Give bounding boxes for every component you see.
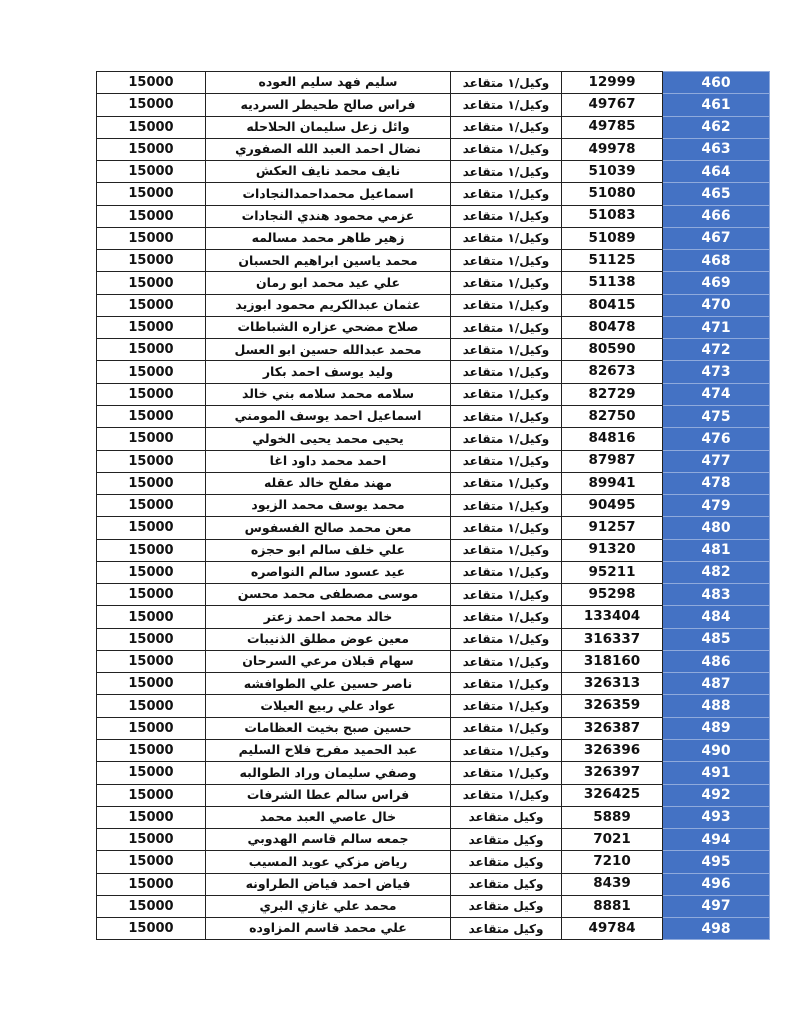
- rank-cell: وكيل/١ متقاعد: [451, 784, 562, 806]
- id-number-cell: 326313: [562, 673, 663, 695]
- rank-cell: وكيل/١ متقاعد: [451, 739, 562, 761]
- amount-cell: 15000: [97, 918, 206, 940]
- serial-number-cell: 491: [663, 762, 770, 784]
- table-row: [97, 784, 770, 806]
- id-number-cell: 326396: [562, 739, 663, 761]
- rank-cell: وكيل/١ متقاعد: [451, 472, 562, 494]
- serial-number-cell: 461: [663, 94, 770, 116]
- serial-number-cell: 496: [663, 873, 770, 895]
- id-number-cell: 326397: [562, 762, 663, 784]
- amount-cell: 15000: [97, 116, 206, 138]
- serial-number-cell: 486: [663, 650, 770, 672]
- table-row: [97, 250, 770, 272]
- id-number-cell: 89941: [562, 472, 663, 494]
- rank-cell: وكيل/١ متقاعد: [451, 606, 562, 628]
- rank-cell: وكيل/١ متقاعد: [451, 383, 562, 405]
- id-number-cell: 95211: [562, 561, 663, 583]
- name-cell: فياض احمد فياض الطراونه: [206, 873, 451, 895]
- rank-cell: وكيل/١ متقاعد: [451, 762, 562, 784]
- serial-number-cell: 485: [663, 628, 770, 650]
- rank-cell: وكيل/١ متقاعد: [451, 205, 562, 227]
- amount-cell: 15000: [97, 895, 206, 917]
- rank-cell: وكيل متقاعد: [451, 851, 562, 873]
- rank-cell: وكيل/١ متقاعد: [451, 272, 562, 294]
- amount-cell: 15000: [97, 584, 206, 606]
- table-row: [97, 383, 770, 405]
- table-row: [97, 272, 770, 294]
- amount-cell: 15000: [97, 183, 206, 205]
- serial-number-cell: 479: [663, 495, 770, 517]
- id-number-cell: 84816: [562, 428, 663, 450]
- table-row: [97, 316, 770, 338]
- name-cell: رياض مزكي عويد المسيب: [206, 851, 451, 873]
- amount-cell: 15000: [97, 784, 206, 806]
- serial-number-cell: 494: [663, 829, 770, 851]
- id-number-cell: 51138: [562, 272, 663, 294]
- name-cell: احمد محمد داود اغا: [206, 450, 451, 472]
- rank-cell: وكيل متقاعد: [451, 829, 562, 851]
- name-cell: فراس سالم عطا الشرفات: [206, 784, 451, 806]
- name-cell: نضال احمد العبد الله الصفوري: [206, 138, 451, 160]
- rank-cell: وكيل/١ متقاعد: [451, 405, 562, 427]
- rank-cell: وكيل/١ متقاعد: [451, 717, 562, 739]
- id-number-cell: 326387: [562, 717, 663, 739]
- name-cell: علي عيد محمد ابو رمان: [206, 272, 451, 294]
- rank-cell: وكيل/١ متقاعد: [451, 450, 562, 472]
- name-cell: سليم فهد سليم العوده: [206, 72, 451, 94]
- table-row: [97, 183, 770, 205]
- name-cell: موسى مصطفى محمد محسن: [206, 584, 451, 606]
- name-cell: سهام قبلان مرعي السرحان: [206, 650, 451, 672]
- rank-cell: وكيل/١ متقاعد: [451, 361, 562, 383]
- serial-number-cell: 478: [663, 472, 770, 494]
- rank-cell: وكيل/١ متقاعد: [451, 517, 562, 539]
- amount-cell: 15000: [97, 695, 206, 717]
- rank-cell: وكيل/١ متقاعد: [451, 116, 562, 138]
- table-row: [97, 472, 770, 494]
- id-number-cell: 90495: [562, 495, 663, 517]
- table-row: [97, 606, 770, 628]
- serial-number-cell: 475: [663, 405, 770, 427]
- serial-number-cell: 495: [663, 851, 770, 873]
- table-row: [97, 138, 770, 160]
- name-cell: مهند مفلح خالد عقله: [206, 472, 451, 494]
- id-number-cell: 7021: [562, 829, 663, 851]
- serial-number-cell: 466: [663, 205, 770, 227]
- name-cell: نايف محمد نايف العكش: [206, 161, 451, 183]
- table-row: [97, 561, 770, 583]
- serial-number-cell: 490: [663, 739, 770, 761]
- name-cell: محمد علي غازي البري: [206, 895, 451, 917]
- rank-cell: وكيل/١ متقاعد: [451, 250, 562, 272]
- amount-cell: 15000: [97, 405, 206, 427]
- id-number-cell: 80590: [562, 339, 663, 361]
- name-cell: عيد عسود سالم النواصره: [206, 561, 451, 583]
- id-number-cell: 91257: [562, 517, 663, 539]
- rank-cell: وكيل/١ متقاعد: [451, 539, 562, 561]
- rank-cell: وكيل/١ متقاعد: [451, 161, 562, 183]
- rank-cell: وكيل/١ متقاعد: [451, 650, 562, 672]
- name-cell: علي محمد قاسم المزاوده: [206, 918, 451, 940]
- id-number-cell: 51080: [562, 183, 663, 205]
- serial-number-cell: 468: [663, 250, 770, 272]
- rank-cell: وكيل/١ متقاعد: [451, 561, 562, 583]
- rank-cell: وكيل متقاعد: [451, 873, 562, 895]
- amount-cell: 15000: [97, 72, 206, 94]
- amount-cell: 15000: [97, 472, 206, 494]
- amount-cell: 15000: [97, 650, 206, 672]
- id-number-cell: 49785: [562, 116, 663, 138]
- table-row: [97, 739, 770, 761]
- serial-number-cell: 498: [663, 918, 770, 940]
- serial-number-cell: 477: [663, 450, 770, 472]
- table-row: [97, 673, 770, 695]
- name-cell: سلامه محمد سلامه بني خالد: [206, 383, 451, 405]
- table-row: [97, 227, 770, 249]
- serial-number-cell: 464: [663, 161, 770, 183]
- table-row: [97, 205, 770, 227]
- table-row: [97, 450, 770, 472]
- id-number-cell: 51089: [562, 227, 663, 249]
- serial-number-cell: 474: [663, 383, 770, 405]
- rank-cell: وكيل/١ متقاعد: [451, 584, 562, 606]
- name-cell: خال عاصي العبد محمد: [206, 806, 451, 828]
- id-number-cell: 49784: [562, 918, 663, 940]
- amount-cell: 15000: [97, 161, 206, 183]
- rank-cell: وكيل/١ متقاعد: [451, 183, 562, 205]
- id-number-cell: 133404: [562, 606, 663, 628]
- serial-number-cell: 489: [663, 717, 770, 739]
- serial-number-cell: 488: [663, 695, 770, 717]
- serial-number-cell: 476: [663, 428, 770, 450]
- amount-cell: 15000: [97, 205, 206, 227]
- rank-cell: وكيل متقاعد: [451, 895, 562, 917]
- serial-number-cell: 462: [663, 116, 770, 138]
- amount-cell: 15000: [97, 517, 206, 539]
- amount-cell: 15000: [97, 495, 206, 517]
- name-cell: خالد محمد احمد زعتر: [206, 606, 451, 628]
- serial-number-cell: 469: [663, 272, 770, 294]
- rank-cell: وكيل/١ متقاعد: [451, 495, 562, 517]
- rank-cell: وكيل/١ متقاعد: [451, 227, 562, 249]
- amount-cell: 15000: [97, 272, 206, 294]
- name-cell: علي خلف سالم ابو حجزه: [206, 539, 451, 561]
- amount-cell: 15000: [97, 383, 206, 405]
- amount-cell: 15000: [97, 339, 206, 361]
- amount-cell: 15000: [97, 227, 206, 249]
- id-number-cell: 51125: [562, 250, 663, 272]
- amount-cell: 15000: [97, 250, 206, 272]
- table-row: [97, 94, 770, 116]
- amount-cell: 15000: [97, 561, 206, 583]
- rank-cell: وكيل متقاعد: [451, 918, 562, 940]
- table-row: [97, 428, 770, 450]
- name-cell: عزمي محمود هندي النجادات: [206, 205, 451, 227]
- table-row: [97, 650, 770, 672]
- serial-number-cell: 487: [663, 673, 770, 695]
- amount-cell: 15000: [97, 829, 206, 851]
- amount-cell: 15000: [97, 138, 206, 160]
- table-row: [97, 717, 770, 739]
- rank-cell: وكيل/١ متقاعد: [451, 673, 562, 695]
- rank-cell: وكيل/١ متقاعد: [451, 138, 562, 160]
- table-row: [97, 895, 770, 917]
- amount-cell: 15000: [97, 294, 206, 316]
- id-number-cell: 318160: [562, 650, 663, 672]
- id-number-cell: 326359: [562, 695, 663, 717]
- amount-cell: 15000: [97, 851, 206, 873]
- table-row: [97, 539, 770, 561]
- id-number-cell: 95298: [562, 584, 663, 606]
- serial-number-cell: 467: [663, 227, 770, 249]
- id-number-cell: 82729: [562, 383, 663, 405]
- id-number-cell: 12999: [562, 72, 663, 94]
- id-number-cell: 82673: [562, 361, 663, 383]
- rank-cell: وكيل/١ متقاعد: [451, 428, 562, 450]
- id-number-cell: 91320: [562, 539, 663, 561]
- id-number-cell: 8439: [562, 873, 663, 895]
- serial-number-cell: 492: [663, 784, 770, 806]
- table-row: [97, 762, 770, 784]
- id-number-cell: 326425: [562, 784, 663, 806]
- serial-number-cell: 483: [663, 584, 770, 606]
- table-body: [97, 72, 770, 940]
- id-number-cell: 51083: [562, 205, 663, 227]
- serial-number-cell: 463: [663, 138, 770, 160]
- amount-cell: 15000: [97, 539, 206, 561]
- amount-cell: 15000: [97, 873, 206, 895]
- rank-cell: وكيل/١ متقاعد: [451, 628, 562, 650]
- table-row: [97, 584, 770, 606]
- id-number-cell: 80478: [562, 316, 663, 338]
- rank-cell: وكيل/١ متقاعد: [451, 316, 562, 338]
- name-cell: عبد الحميد مفرح فلاح السليم: [206, 739, 451, 761]
- id-number-cell: 5889: [562, 806, 663, 828]
- name-cell: محمد عبدالله حسين ابو العسل: [206, 339, 451, 361]
- serial-number-cell: 465: [663, 183, 770, 205]
- table-row: [97, 294, 770, 316]
- name-cell: معن محمد صالح الفسفوس: [206, 517, 451, 539]
- id-number-cell: 49767: [562, 94, 663, 116]
- rank-cell: وكيل/١ متقاعد: [451, 339, 562, 361]
- table-row: [97, 495, 770, 517]
- table-row: [97, 517, 770, 539]
- name-cell: فراس صالح طحيطر السرديه: [206, 94, 451, 116]
- rank-cell: وكيل متقاعد: [451, 806, 562, 828]
- amount-cell: 15000: [97, 762, 206, 784]
- name-cell: محمد ياسين ابراهيم الحسبان: [206, 250, 451, 272]
- name-cell: اسماعيل محمداحمدالنجادات: [206, 183, 451, 205]
- name-cell: جمعه سالم قاسم الهدوبي: [206, 829, 451, 851]
- id-number-cell: 7210: [562, 851, 663, 873]
- rank-cell: وكيل/١ متقاعد: [451, 94, 562, 116]
- id-number-cell: 8881: [562, 895, 663, 917]
- table-row: [97, 72, 770, 94]
- amount-cell: 15000: [97, 739, 206, 761]
- serial-number-cell: 497: [663, 895, 770, 917]
- table-row: [97, 405, 770, 427]
- amount-cell: 15000: [97, 361, 206, 383]
- amount-cell: 15000: [97, 94, 206, 116]
- rank-cell: وكيل/١ متقاعد: [451, 695, 562, 717]
- name-cell: وليد يوسف احمد بكار: [206, 361, 451, 383]
- table-row: [97, 161, 770, 183]
- table-row: [97, 695, 770, 717]
- table-row: [97, 918, 770, 940]
- serial-number-cell: 471: [663, 316, 770, 338]
- table-row: [97, 116, 770, 138]
- name-cell: ناصر حسين علي الطوافشه: [206, 673, 451, 695]
- table-row: [97, 806, 770, 828]
- name-cell: زهير طاهر محمد مسالمه: [206, 227, 451, 249]
- name-cell: وائل زعل سليمان الحلاحله: [206, 116, 451, 138]
- serial-number-cell: 460: [663, 72, 770, 94]
- amount-cell: 15000: [97, 316, 206, 338]
- serial-number-cell: 473: [663, 361, 770, 383]
- id-number-cell: 49978: [562, 138, 663, 160]
- name-cell: محمد يوسف محمد الزيود: [206, 495, 451, 517]
- id-number-cell: 87987: [562, 450, 663, 472]
- table-row: [97, 829, 770, 851]
- amount-cell: 15000: [97, 673, 206, 695]
- amount-cell: 15000: [97, 606, 206, 628]
- name-cell: عواد علي ربيع العيلات: [206, 695, 451, 717]
- name-cell: صلاح مضحي عزاره الشباطات: [206, 316, 451, 338]
- table-row: [97, 873, 770, 895]
- serial-number-cell: 470: [663, 294, 770, 316]
- serial-number-cell: 484: [663, 606, 770, 628]
- id-number-cell: 80415: [562, 294, 663, 316]
- name-cell: عثمان عبدالكريم محمود ابوزيد: [206, 294, 451, 316]
- serial-number-cell: 482: [663, 561, 770, 583]
- name-cell: معين عوض مطلق الذنيبات: [206, 628, 451, 650]
- amount-cell: 15000: [97, 717, 206, 739]
- table-row: [97, 628, 770, 650]
- name-cell: يحيى محمد يحيى الخولي: [206, 428, 451, 450]
- amount-cell: 15000: [97, 428, 206, 450]
- id-number-cell: 51039: [562, 161, 663, 183]
- amount-cell: 15000: [97, 450, 206, 472]
- id-number-cell: 316337: [562, 628, 663, 650]
- rank-cell: وكيل/١ متقاعد: [451, 294, 562, 316]
- name-cell: حسين صبح بخيت العظامات: [206, 717, 451, 739]
- name-cell: اسماعيل احمد يوسف المومني: [206, 405, 451, 427]
- retirees-table: [96, 71, 770, 940]
- serial-number-cell: 481: [663, 539, 770, 561]
- name-cell: وصفي سليمان وراد الطوالبه: [206, 762, 451, 784]
- amount-cell: 15000: [97, 628, 206, 650]
- serial-number-cell: 480: [663, 517, 770, 539]
- amount-cell: 15000: [97, 806, 206, 828]
- table-row: [97, 361, 770, 383]
- table-row: [97, 851, 770, 873]
- table-row: [97, 339, 770, 361]
- id-number-cell: 82750: [562, 405, 663, 427]
- serial-number-cell: 472: [663, 339, 770, 361]
- rank-cell: وكيل/١ متقاعد: [451, 72, 562, 94]
- serial-number-cell: 493: [663, 806, 770, 828]
